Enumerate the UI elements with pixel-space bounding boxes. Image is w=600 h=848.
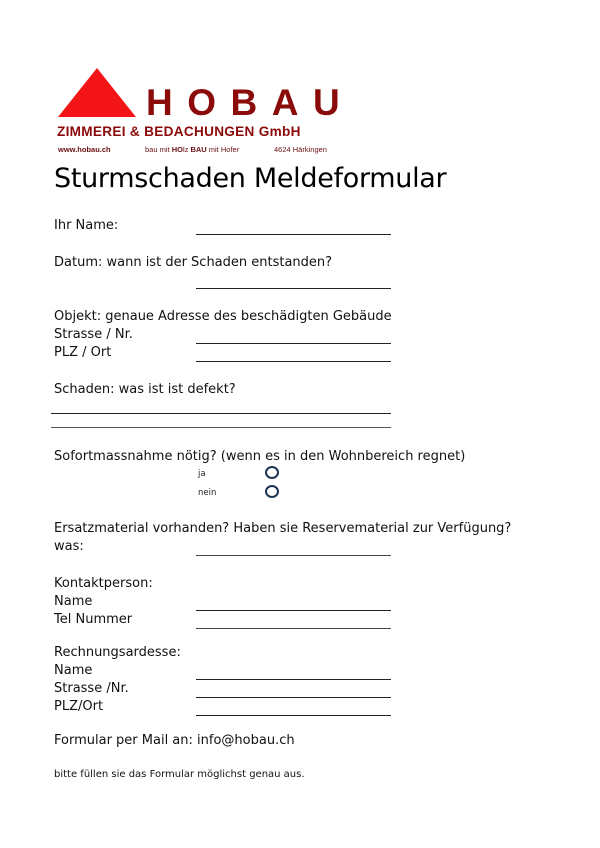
slogan bbox=[145, 145, 239, 155]
urgent-option-no-label: nein bbox=[198, 488, 217, 498]
roof-triangle-icon bbox=[58, 68, 136, 117]
urgent-option-yes-label: ja bbox=[198, 469, 206, 479]
slogan-part: mit Hofer bbox=[206, 145, 240, 154]
contact-name-label: Name bbox=[54, 594, 93, 609]
brand-name: HOBAU bbox=[146, 82, 355, 123]
mail-instruction: Formular per Mail an: info@hobau.ch bbox=[54, 733, 295, 748]
object-heading: Objekt: genaue Adresse des beschädigten Gebäude bbox=[54, 309, 392, 324]
contact-phone-label: Tel Nummer bbox=[54, 612, 133, 627]
billing-name-field[interactable] bbox=[196, 679, 391, 680]
billing-street-field[interactable] bbox=[196, 697, 391, 698]
page-title: Sturmschaden Meldeformular bbox=[54, 163, 447, 194]
name-label: Ihr Name: bbox=[54, 218, 119, 233]
material-label: Ersatzmaterial vorhanden? Haben sie Reservematerial zur Verfügung? bbox=[54, 521, 512, 536]
urgent-no-radio[interactable] bbox=[265, 485, 279, 498]
urgent-yes-radio[interactable] bbox=[265, 466, 279, 479]
contact-name-field[interactable] bbox=[196, 610, 391, 611]
object-plz-field[interactable] bbox=[196, 361, 391, 362]
billing-heading: Rechnungsardesse: bbox=[54, 645, 181, 660]
billing-street-label: Strasse /Nr. bbox=[54, 681, 129, 696]
damage-label: Schaden: was ist ist defekt? bbox=[54, 382, 236, 397]
object-plz-label: PLZ / Ort bbox=[54, 345, 112, 360]
contact-heading: Kontaktperson: bbox=[54, 576, 153, 591]
date-label: Datum: wann ist der Schaden entstanden? bbox=[54, 255, 333, 270]
billing-plz-label: PLZ/Ort bbox=[54, 699, 104, 714]
slogan-part: HO bbox=[171, 145, 183, 154]
name-field[interactable] bbox=[196, 234, 391, 235]
slogan-part: lz bbox=[182, 145, 191, 154]
damage-field-line-1[interactable] bbox=[51, 413, 391, 414]
contact-phone-field[interactable] bbox=[196, 628, 391, 629]
slogan-part: BAU bbox=[190, 145, 207, 154]
material-what-label: was: bbox=[54, 539, 84, 554]
website-link[interactable]: www.hobau.ch bbox=[58, 145, 111, 154]
object-street-field[interactable] bbox=[196, 343, 391, 344]
location: 4624 Härkingen bbox=[274, 145, 327, 154]
slogan-part: bau mit bbox=[145, 145, 172, 154]
billing-plz-field[interactable] bbox=[196, 715, 391, 716]
urgent-label: Sofortmassnahme nötig? (wenn es in den Wohnbereich regnet) bbox=[54, 449, 466, 464]
object-street-label: Strasse / Nr. bbox=[54, 327, 133, 342]
brand-subtitle: ZIMMEREI & BEDACHUNGEN GmbH bbox=[57, 124, 301, 139]
fill-note: bitte füllen sie das Formular möglichst genau aus. bbox=[54, 769, 305, 780]
material-what-field[interactable] bbox=[196, 555, 391, 556]
billing-name-label: Name bbox=[54, 663, 93, 678]
date-field[interactable] bbox=[196, 288, 391, 289]
damage-field-line-2[interactable] bbox=[51, 427, 391, 428]
